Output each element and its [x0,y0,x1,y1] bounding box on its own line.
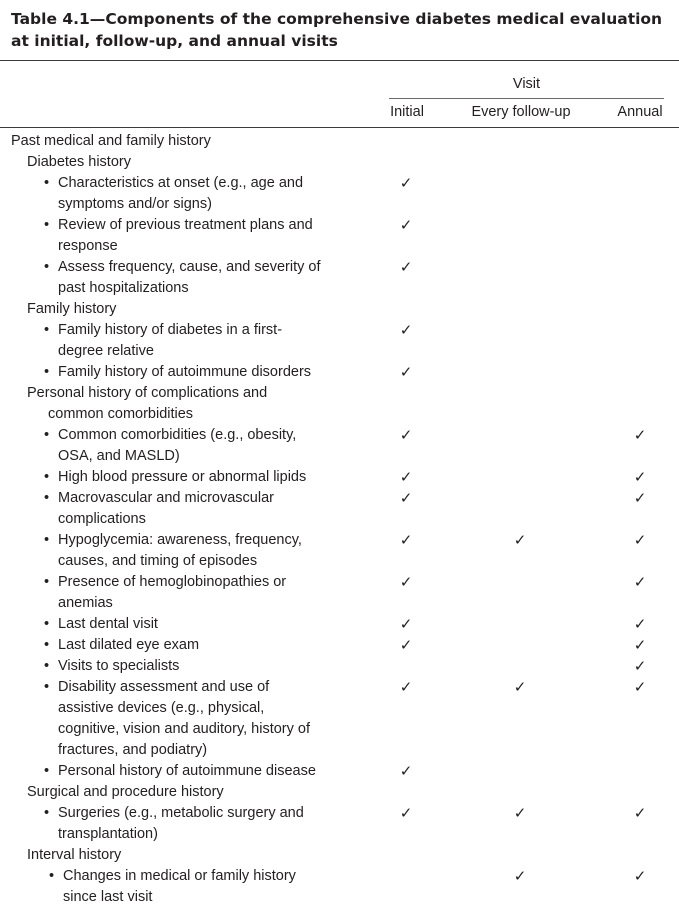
checkmark-annual-icon: ✓ [633,615,647,633]
header-rule [0,127,679,128]
item-line: transplantation) [58,826,158,842]
table-body [0,131,679,908]
bullet-icon: • [44,322,50,338]
item-line: response [58,238,118,254]
list-item [0,572,343,614]
list-item [0,803,343,845]
checkmark-initial-icon: ✓ [399,531,413,549]
visit-group-header: Visit [512,76,541,92]
item-line: Review of previous treatment plans and [58,217,313,233]
item-line: Macrovascular and microvascular [58,490,274,506]
checkmark-initial-icon: ✓ [399,426,413,444]
bullet-icon: • [44,175,50,191]
table-row [0,152,679,173]
item-line: Common comorbidities (e.g., obesity, [58,427,297,443]
table-row [0,572,679,614]
checkmark-annual-icon: ✓ [633,657,647,675]
table-row [0,425,679,467]
checkmark-initial-icon: ✓ [399,678,413,696]
item-line: Hypoglycemia: awareness, frequency, [58,532,302,548]
checkmark-annual-icon: ✓ [633,573,647,591]
table-row [0,782,679,803]
table-row [0,866,679,908]
item-line: Assess frequency, cause, and severity of [58,259,321,275]
bullet-icon: • [44,763,50,779]
checkmark-initial-icon: ✓ [399,174,413,192]
bullet-icon: • [44,574,50,590]
subsection-heading [0,383,327,425]
table-row [0,320,679,362]
checkmark-initial-icon: ✓ [399,258,413,276]
checkmark-initial-icon: ✓ [399,636,413,654]
column-header-annual: Annual [617,104,663,120]
checkmark-annual-icon: ✓ [633,489,647,507]
column-header-every-follow-up: Every follow-up [471,104,571,120]
list-item [0,320,343,362]
item-line: Surgeries (e.g., metabolic surgery and [58,805,304,821]
column-header-initial: Initial [390,104,424,120]
item-line: assistive devices (e.g., physical, [58,700,265,716]
table-row [0,488,679,530]
list-item [0,362,343,383]
heading-line: common comorbidities [48,406,194,422]
checkmark-annual-icon: ✓ [633,678,647,696]
bullet-icon: • [44,490,50,506]
table-row [0,299,679,320]
item-line: Changes in medical or family history [63,868,296,884]
item-line: Disability assessment and use of [58,679,270,695]
item-line: Family history of autoimmune disorders [58,364,312,380]
list-item [0,866,343,908]
bullet-icon: • [44,616,50,632]
bullet-icon: • [44,532,50,548]
table-number: Table 4.1— [11,10,106,28]
list-item [0,467,343,488]
item-line: OSA, and MASLD) [58,448,180,464]
bullet-icon: • [44,637,50,653]
list-item [0,257,343,299]
item-line: Family history of diabetes in a first- [58,322,283,338]
checkmark-followup-icon: ✓ [513,867,527,885]
table-caption [11,8,671,52]
table-row [0,677,679,761]
checkmark-annual-icon: ✓ [633,804,647,822]
top-rule [0,60,679,61]
checkmark-annual-icon: ✓ [633,531,647,549]
checkmark-initial-icon: ✓ [399,321,413,339]
item-line: anemias [58,595,113,611]
bullet-icon: • [44,805,50,821]
checkmark-initial-icon: ✓ [399,573,413,591]
item-line: past hospitalizations [58,280,189,296]
bullet-icon: • [44,427,50,443]
checkmark-followup-icon: ✓ [513,678,527,696]
bullet-icon: • [44,364,50,380]
checkmark-followup-icon: ✓ [513,804,527,822]
list-item [0,656,343,677]
bullet-icon: • [44,469,50,485]
bullet-icon: • [44,658,50,674]
table-row [0,656,679,677]
table-row [0,173,679,215]
table-row [0,803,679,845]
item-line: degree relative [58,343,154,359]
item-line: causes, and timing of episodes [58,553,258,569]
checkmark-annual-icon: ✓ [633,867,647,885]
table-row [0,131,679,152]
checkmark-initial-icon: ✓ [399,363,413,381]
item-line: since last visit [63,889,153,905]
item-line: Presence of hemoglobinopathies or [58,574,287,590]
item-line: fractures, and podiatry) [58,742,208,758]
table-row [0,761,679,782]
subsection-heading: Family history [27,301,117,317]
section-heading: Past medical and family history [11,133,211,149]
item-line: High blood pressure or abnormal lipids [58,469,307,485]
visit-group-rule [389,98,664,99]
table-row [0,215,679,257]
table-row [0,467,679,488]
item-line: Last dental visit [58,616,158,632]
checkmark-annual-icon: ✓ [633,468,647,486]
table-title: Components of the comprehensive diabetes medical evaluation at initial, follow-up, and annual visits [11,10,663,50]
table-row [0,383,679,425]
table-row [0,530,679,572]
list-item [0,173,343,215]
bullet-icon: • [44,679,50,695]
checkmark-initial-icon: ✓ [399,468,413,486]
checkmark-annual-icon: ✓ [633,426,647,444]
list-item [0,488,343,530]
list-item [0,677,343,761]
bullet-icon: • [44,217,50,233]
table-row [0,614,679,635]
list-item [0,761,343,782]
checkmark-initial-icon: ✓ [399,489,413,507]
heading-line: Personal history of complications and [27,385,268,401]
item-line: Last dilated eye exam [58,637,200,653]
item-line: cognitive, vision and auditory, history of [58,721,311,737]
list-item [0,215,343,257]
item-line: symptoms and/or signs) [58,196,212,212]
item-line: Characteristics at onset (e.g., age and [58,175,304,191]
checkmark-initial-icon: ✓ [399,804,413,822]
table-row [0,845,679,866]
item-line: Visits to specialists [58,658,180,674]
table-row [0,257,679,299]
bullet-icon: • [44,259,50,275]
table-row [0,635,679,656]
checkmark-followup-icon: ✓ [513,531,527,549]
checkmark-annual-icon: ✓ [633,636,647,654]
list-item [0,635,343,656]
subsection-heading: Diabetes history [27,154,131,170]
table-row [0,362,679,383]
subsection-heading: Interval history [27,847,122,863]
list-item [0,425,343,467]
item-line: Personal history of autoimmune disease [58,763,316,779]
checkmark-initial-icon: ✓ [399,216,413,234]
list-item [0,614,343,635]
checkmark-initial-icon: ✓ [399,615,413,633]
subsection-heading: Surgical and procedure history [27,784,224,800]
bullet-icon: • [49,868,55,884]
checkmark-initial-icon: ✓ [399,762,413,780]
item-line: complications [58,511,146,527]
list-item [0,530,343,572]
